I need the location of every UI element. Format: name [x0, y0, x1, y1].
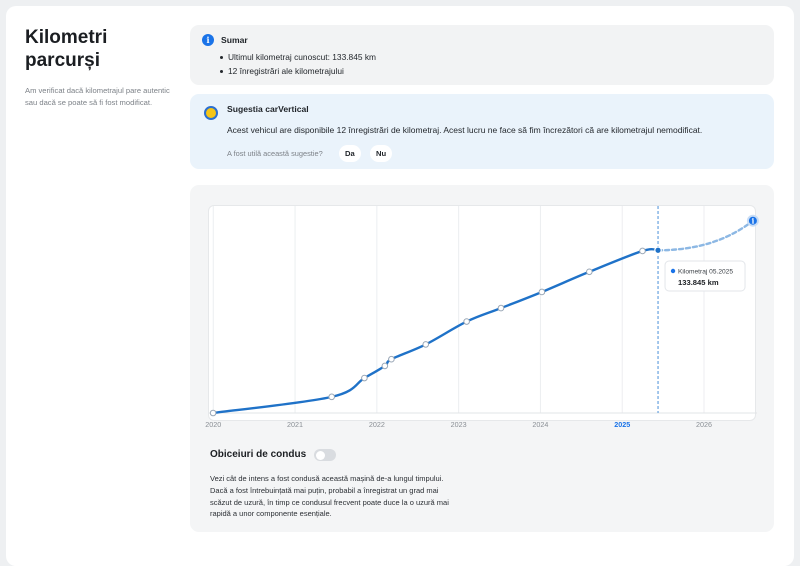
data-point [498, 305, 504, 311]
data-point [382, 363, 388, 369]
tooltip-value: 133.845 km [678, 278, 719, 287]
suggestion-panel [190, 94, 774, 169]
summary-title: Sumar [221, 35, 248, 45]
data-point [362, 375, 368, 381]
data-point [210, 410, 216, 416]
marker-point [655, 247, 661, 253]
tooltip-dot [671, 269, 675, 273]
feedback-yes-button[interactable]: Da [339, 145, 361, 162]
data-point [329, 394, 335, 400]
data-point [423, 342, 429, 348]
mileage-chart-svg [205, 206, 757, 429]
data-point [640, 248, 646, 254]
mileage-chart [205, 205, 756, 429]
mileage-card [6, 6, 794, 566]
driving-habits-title: Obiceiuri de condus [210, 449, 307, 460]
mileage-chart-panel [190, 185, 774, 532]
data-point [389, 356, 395, 362]
x-tick-label: 2023 [450, 420, 467, 429]
summary-item: Ultimul kilometraj cunoscut: 133.845 km [220, 50, 376, 64]
page-subtitle: Am verificat dacă kilometrajul pare autentic sau dacă se poate să fi fost modificat. [25, 86, 170, 107]
summary-item: 12 înregistrări ale kilometrajului [220, 64, 376, 78]
x-tick-label: 2024 [532, 420, 549, 429]
x-tick-label: 2025 [614, 420, 631, 429]
page-title: Kilometri parcurși [25, 27, 108, 71]
data-point [464, 319, 470, 325]
projection-line [658, 221, 753, 251]
driving-habits-description: Vezi cât de intens a fost condusă această mașină de-a lungul timpului. Dacă a fost întrebuințată mai puțin, probabil a înregistrat un grad mai scăzut de uzură, în timp ce condusul frecvent poate duce la o uzură mai rapidă a unor componente esențiale. [210, 474, 449, 519]
x-tick-label: 2021 [287, 420, 304, 429]
carvertical-logo-icon [204, 106, 218, 120]
feedback-no-button[interactable]: Nu [370, 145, 392, 162]
sidebar [25, 26, 175, 108]
summary-panel [190, 25, 774, 85]
data-point [587, 269, 593, 275]
x-tick-label: 2020 [205, 420, 222, 429]
x-tick-label: 2022 [368, 420, 385, 429]
x-tick-label: 2026 [696, 420, 713, 429]
summary-list [220, 50, 376, 78]
feedback-question: A fost utilă această sugestie? [227, 149, 323, 158]
tooltip-label: Kilometraj 05.2025 [678, 268, 734, 276]
suggestion-title: Sugestia carVertical [227, 104, 309, 114]
suggestion-text: Acest vehicul are disponibile 12 înregistrări de kilometraj. Acest lucru ne face să fim încrezători că are kilometrajul nemodificat. [227, 125, 703, 135]
driving-habits-toggle[interactable] [314, 449, 336, 461]
data-point [539, 289, 545, 295]
info-icon-glyph: i [751, 216, 755, 226]
info-icon: i [202, 34, 214, 46]
